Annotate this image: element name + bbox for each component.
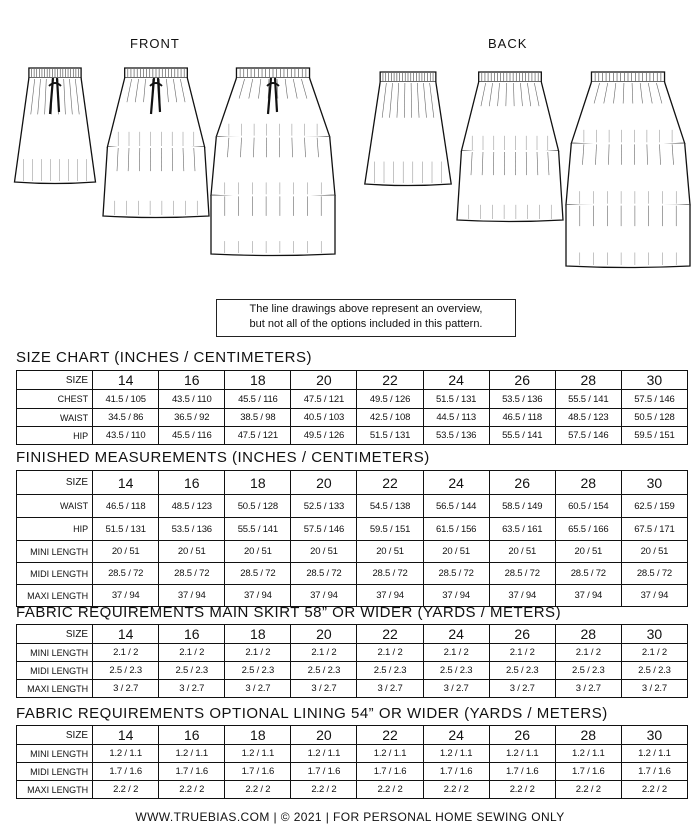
size-header-cell: 16 bbox=[159, 625, 225, 644]
size-header-cell: 20 bbox=[291, 726, 357, 745]
row-label: MINI LENGTH bbox=[17, 644, 93, 662]
table-cell: 56.5 / 144 bbox=[423, 495, 489, 518]
table-cell: 28.5 / 72 bbox=[291, 563, 357, 585]
table-cell: 2.5 / 2.3 bbox=[621, 662, 687, 680]
table-cell: 46.5 / 118 bbox=[489, 409, 555, 427]
size-header-cell: 26 bbox=[489, 625, 555, 644]
table-row bbox=[17, 409, 688, 427]
size-header-cell: 20 bbox=[291, 371, 357, 390]
row-label: WAIST bbox=[17, 409, 93, 427]
table-row bbox=[17, 427, 688, 445]
overview-note-line-1: The line drawings above represent an overview, bbox=[249, 303, 483, 315]
size-header-cell: 24 bbox=[423, 625, 489, 644]
size-header-cell: 14 bbox=[93, 471, 159, 495]
table-cell: 47.5 / 121 bbox=[225, 427, 291, 445]
table-cell: 51.5 / 131 bbox=[357, 427, 423, 445]
table-cell: 37 / 94 bbox=[555, 585, 621, 607]
table-cell: 1.7 / 1.6 bbox=[93, 763, 159, 781]
table-cell: 37 / 94 bbox=[621, 585, 687, 607]
front-view-label: FRONT bbox=[130, 36, 180, 51]
table-cell: 28.5 / 72 bbox=[159, 563, 225, 585]
size-header-cell: 30 bbox=[621, 471, 687, 495]
table-cell: 55.5 / 141 bbox=[225, 518, 291, 541]
table-cell: 2.5 / 2.3 bbox=[489, 662, 555, 680]
table-cell: 53.5 / 136 bbox=[423, 427, 489, 445]
table-cell: 3 / 2.7 bbox=[159, 680, 225, 698]
fabric-lining-title: FABRIC REQUIREMENTS OPTIONAL LINING 54” OR WIDER (YARDS / METERS) bbox=[16, 705, 608, 722]
table-cell: 3 / 2.7 bbox=[621, 680, 687, 698]
table-cell: 20 / 51 bbox=[555, 541, 621, 563]
table-cell: 2.1 / 2 bbox=[93, 644, 159, 662]
table-cell: 3 / 2.7 bbox=[291, 680, 357, 698]
table-row bbox=[17, 563, 688, 585]
table-cell: 54.5 / 138 bbox=[357, 495, 423, 518]
table-cell: 2.5 / 2.3 bbox=[423, 662, 489, 680]
overview-note-line-2: but not all of the options included in this pattern. bbox=[249, 318, 483, 330]
table-cell: 55.5 / 141 bbox=[555, 390, 621, 409]
table-cell: 37 / 94 bbox=[291, 585, 357, 607]
table-cell: 57.5 / 146 bbox=[555, 427, 621, 445]
table-cell: 20 / 51 bbox=[93, 541, 159, 563]
table-cell: 2.1 / 2 bbox=[357, 644, 423, 662]
row-label: MAXI LENGTH bbox=[17, 781, 93, 799]
table-cell: 63.5 / 161 bbox=[489, 518, 555, 541]
size-header-label: SIZE bbox=[17, 471, 93, 495]
table-cell: 1.7 / 1.6 bbox=[357, 763, 423, 781]
size-header-cell: 26 bbox=[489, 471, 555, 495]
back-midi-skirt bbox=[456, 72, 564, 224]
size-header-cell: 20 bbox=[291, 471, 357, 495]
table-cell: 20 / 51 bbox=[225, 541, 291, 563]
table-row bbox=[17, 644, 688, 662]
table-cell: 1.2 / 1.1 bbox=[423, 745, 489, 763]
table-row bbox=[17, 518, 688, 541]
table-cell: 1.2 / 1.1 bbox=[357, 745, 423, 763]
table-row bbox=[17, 781, 688, 799]
table-cell: 40.5 / 103 bbox=[291, 409, 357, 427]
size-header-row bbox=[17, 625, 688, 644]
front-mini-skirt bbox=[10, 68, 100, 186]
size-header-cell: 28 bbox=[555, 625, 621, 644]
table-cell: 49.5 / 126 bbox=[357, 390, 423, 409]
table-cell: 2.2 / 2 bbox=[225, 781, 291, 799]
finished-measurements-table bbox=[16, 470, 688, 607]
size-header-cell: 22 bbox=[357, 471, 423, 495]
size-chart-table bbox=[16, 370, 688, 445]
table-row bbox=[17, 763, 688, 781]
table-cell: 1.2 / 1.1 bbox=[159, 745, 225, 763]
table-cell: 2.1 / 2 bbox=[225, 644, 291, 662]
table-cell: 28.5 / 72 bbox=[93, 563, 159, 585]
table-row bbox=[17, 680, 688, 698]
table-cell: 37 / 94 bbox=[423, 585, 489, 607]
row-label: HIP bbox=[17, 518, 93, 541]
row-label: MAXI LENGTH bbox=[17, 585, 93, 607]
table-cell: 37 / 94 bbox=[357, 585, 423, 607]
size-header-cell: 28 bbox=[555, 471, 621, 495]
front-maxi-skirt bbox=[210, 68, 336, 258]
table-cell: 2.2 / 2 bbox=[93, 781, 159, 799]
size-header-cell: 16 bbox=[159, 726, 225, 745]
table-cell: 51.5 / 131 bbox=[423, 390, 489, 409]
table-cell: 3 / 2.7 bbox=[93, 680, 159, 698]
table-cell: 44.5 / 113 bbox=[423, 409, 489, 427]
table-cell: 1.7 / 1.6 bbox=[489, 763, 555, 781]
table-cell: 49.5 / 126 bbox=[291, 427, 357, 445]
table-cell: 2.2 / 2 bbox=[423, 781, 489, 799]
size-header-label: SIZE bbox=[17, 726, 93, 745]
size-header-row bbox=[17, 371, 688, 390]
table-cell: 1.7 / 1.6 bbox=[291, 763, 357, 781]
size-header-cell: 28 bbox=[555, 371, 621, 390]
table-cell: 3 / 2.7 bbox=[357, 680, 423, 698]
table-cell: 2.2 / 2 bbox=[489, 781, 555, 799]
size-header-cell: 24 bbox=[423, 471, 489, 495]
table-cell: 65.5 / 166 bbox=[555, 518, 621, 541]
table-cell: 28.5 / 72 bbox=[621, 563, 687, 585]
table-cell: 34.5 / 86 bbox=[93, 409, 159, 427]
size-header-cell: 18 bbox=[225, 625, 291, 644]
table-cell: 1.7 / 1.6 bbox=[621, 763, 687, 781]
table-cell: 28.5 / 72 bbox=[489, 563, 555, 585]
size-header-row bbox=[17, 471, 688, 495]
table-cell: 43.5 / 110 bbox=[93, 427, 159, 445]
fabric-main-table bbox=[16, 624, 688, 698]
table-cell: 51.5 / 131 bbox=[93, 518, 159, 541]
table-cell: 59.5 / 151 bbox=[621, 427, 687, 445]
size-header-cell: 20 bbox=[291, 625, 357, 644]
table-row bbox=[17, 662, 688, 680]
table-cell: 37 / 94 bbox=[489, 585, 555, 607]
back-mini-skirt bbox=[360, 72, 456, 188]
size-header-cell: 30 bbox=[621, 726, 687, 745]
table-cell: 2.5 / 2.3 bbox=[555, 662, 621, 680]
table-cell: 46.5 / 118 bbox=[93, 495, 159, 518]
table-cell: 2.2 / 2 bbox=[291, 781, 357, 799]
size-header-label: SIZE bbox=[17, 371, 93, 390]
table-cell: 60.5 / 154 bbox=[555, 495, 621, 518]
table-cell: 45.5 / 116 bbox=[159, 427, 225, 445]
row-label: MIDI LENGTH bbox=[17, 763, 93, 781]
overview-note bbox=[216, 299, 516, 337]
table-cell: 57.5 / 146 bbox=[621, 390, 687, 409]
table-cell: 28.5 / 72 bbox=[555, 563, 621, 585]
table-cell: 20 / 51 bbox=[357, 541, 423, 563]
table-cell: 50.5 / 128 bbox=[225, 495, 291, 518]
table-cell: 2.2 / 2 bbox=[357, 781, 423, 799]
row-label: HIP bbox=[17, 427, 93, 445]
table-cell: 47.5 / 121 bbox=[291, 390, 357, 409]
table-cell: 28.5 / 72 bbox=[423, 563, 489, 585]
size-header-cell: 26 bbox=[489, 726, 555, 745]
table-cell: 2.5 / 2.3 bbox=[159, 662, 225, 680]
table-cell: 1.2 / 1.1 bbox=[555, 745, 621, 763]
row-label: MINI LENGTH bbox=[17, 745, 93, 763]
row-label: MIDI LENGTH bbox=[17, 563, 93, 585]
finished-measurements-title: FINISHED MEASUREMENTS (INCHES / CENTIMETERS) bbox=[16, 449, 430, 466]
table-row bbox=[17, 541, 688, 563]
size-header-cell: 30 bbox=[621, 625, 687, 644]
table-cell: 53.5 / 136 bbox=[489, 390, 555, 409]
size-header-cell: 16 bbox=[159, 471, 225, 495]
size-header-cell: 26 bbox=[489, 371, 555, 390]
size-header-cell: 18 bbox=[225, 726, 291, 745]
table-cell: 57.5 / 146 bbox=[291, 518, 357, 541]
table-cell: 1.7 / 1.6 bbox=[225, 763, 291, 781]
table-cell: 20 / 51 bbox=[291, 541, 357, 563]
table-cell: 20 / 51 bbox=[423, 541, 489, 563]
size-header-cell: 18 bbox=[225, 371, 291, 390]
row-label: MIDI LENGTH bbox=[17, 662, 93, 680]
table-cell: 37 / 94 bbox=[225, 585, 291, 607]
table-cell: 1.2 / 1.1 bbox=[291, 745, 357, 763]
table-cell: 2.5 / 2.3 bbox=[225, 662, 291, 680]
table-cell: 1.2 / 1.1 bbox=[225, 745, 291, 763]
row-label: MINI LENGTH bbox=[17, 541, 93, 563]
size-header-cell: 22 bbox=[357, 371, 423, 390]
table-cell: 67.5 / 171 bbox=[621, 518, 687, 541]
table-cell: 3 / 2.7 bbox=[225, 680, 291, 698]
table-cell: 36.5 / 92 bbox=[159, 409, 225, 427]
table-cell: 61.5 / 156 bbox=[423, 518, 489, 541]
row-label: MAXI LENGTH bbox=[17, 680, 93, 698]
size-header-cell: 22 bbox=[357, 726, 423, 745]
table-cell: 59.5 / 151 bbox=[357, 518, 423, 541]
table-cell: 41.5 / 105 bbox=[93, 390, 159, 409]
table-cell: 55.5 / 141 bbox=[489, 427, 555, 445]
size-header-label: SIZE bbox=[17, 625, 93, 644]
table-cell: 45.5 / 116 bbox=[225, 390, 291, 409]
size-header-row bbox=[17, 726, 688, 745]
size-header-cell: 14 bbox=[93, 625, 159, 644]
table-cell: 2.5 / 2.3 bbox=[357, 662, 423, 680]
table-row bbox=[17, 745, 688, 763]
footer-text: WWW.TRUEBIAS.COM | © 2021 | FOR PERSONAL HOME SEWING ONLY bbox=[135, 810, 565, 824]
table-row bbox=[17, 390, 688, 409]
table-cell: 1.7 / 1.6 bbox=[423, 763, 489, 781]
fabric-lining-table bbox=[16, 725, 688, 799]
table-cell: 20 / 51 bbox=[159, 541, 225, 563]
table-cell: 2.5 / 2.3 bbox=[93, 662, 159, 680]
size-header-cell: 14 bbox=[93, 726, 159, 745]
table-cell: 3 / 2.7 bbox=[555, 680, 621, 698]
table-cell: 52.5 / 133 bbox=[291, 495, 357, 518]
table-cell: 37 / 94 bbox=[93, 585, 159, 607]
table-row bbox=[17, 495, 688, 518]
row-label: CHEST bbox=[17, 390, 93, 409]
table-cell: 48.5 / 123 bbox=[555, 409, 621, 427]
table-cell: 1.2 / 1.1 bbox=[93, 745, 159, 763]
table-row bbox=[17, 585, 688, 607]
table-cell: 20 / 51 bbox=[621, 541, 687, 563]
size-header-cell: 30 bbox=[621, 371, 687, 390]
row-label: WAIST bbox=[17, 495, 93, 518]
size-header-cell: 28 bbox=[555, 726, 621, 745]
back-view-label: BACK bbox=[488, 36, 528, 51]
size-chart-title: SIZE CHART (INCHES / CENTIMETERS) bbox=[16, 349, 312, 366]
size-header-cell: 24 bbox=[423, 371, 489, 390]
size-header-cell: 18 bbox=[225, 471, 291, 495]
table-cell: 50.5 / 128 bbox=[621, 409, 687, 427]
table-cell: 43.5 / 110 bbox=[159, 390, 225, 409]
table-cell: 20 / 51 bbox=[489, 541, 555, 563]
size-header-cell: 14 bbox=[93, 371, 159, 390]
table-cell: 1.7 / 1.6 bbox=[555, 763, 621, 781]
table-cell: 2.5 / 2.3 bbox=[291, 662, 357, 680]
size-header-cell: 16 bbox=[159, 371, 225, 390]
table-cell: 38.5 / 98 bbox=[225, 409, 291, 427]
table-cell: 62.5 / 159 bbox=[621, 495, 687, 518]
table-cell: 28.5 / 72 bbox=[225, 563, 291, 585]
table-cell: 2.1 / 2 bbox=[489, 644, 555, 662]
table-cell: 3 / 2.7 bbox=[423, 680, 489, 698]
table-cell: 2.2 / 2 bbox=[555, 781, 621, 799]
table-cell: 1.2 / 1.1 bbox=[621, 745, 687, 763]
table-cell: 2.2 / 2 bbox=[621, 781, 687, 799]
table-cell: 1.2 / 1.1 bbox=[489, 745, 555, 763]
table-cell: 42.5 / 108 bbox=[357, 409, 423, 427]
table-cell: 1.7 / 1.6 bbox=[159, 763, 225, 781]
table-cell: 3 / 2.7 bbox=[489, 680, 555, 698]
table-cell: 2.1 / 2 bbox=[621, 644, 687, 662]
table-cell: 2.2 / 2 bbox=[159, 781, 225, 799]
table-cell: 2.1 / 2 bbox=[291, 644, 357, 662]
size-header-cell: 24 bbox=[423, 726, 489, 745]
size-header-cell: 22 bbox=[357, 625, 423, 644]
table-cell: 28.5 / 72 bbox=[357, 563, 423, 585]
table-cell: 2.1 / 2 bbox=[423, 644, 489, 662]
front-midi-skirt bbox=[102, 68, 210, 220]
fabric-main-title: FABRIC REQUIREMENTS MAIN SKIRT 58” OR WIDER (YARDS / METERS) bbox=[16, 604, 562, 621]
table-cell: 48.5 / 123 bbox=[159, 495, 225, 518]
back-maxi-skirt bbox=[565, 72, 691, 270]
table-cell: 37 / 94 bbox=[159, 585, 225, 607]
table-cell: 2.1 / 2 bbox=[555, 644, 621, 662]
table-cell: 53.5 / 136 bbox=[159, 518, 225, 541]
table-cell: 58.5 / 149 bbox=[489, 495, 555, 518]
table-cell: 2.1 / 2 bbox=[159, 644, 225, 662]
